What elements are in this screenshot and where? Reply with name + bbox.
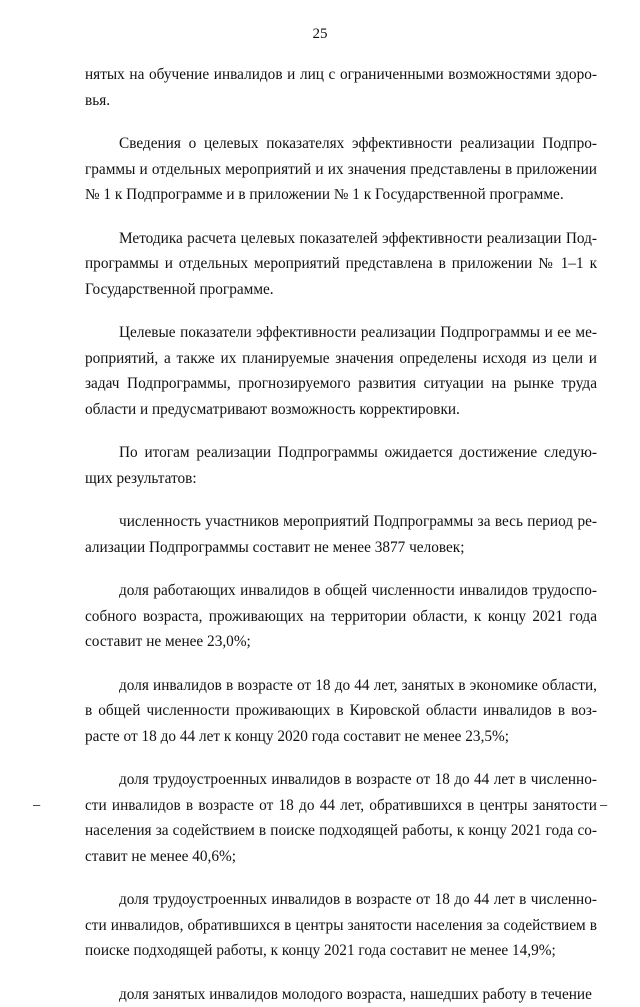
paragraph-2: Сведения о целевых показателях эффективности реализации Подпрограммы и отдельных мероприятий и их значения представлены в приложении № 1 к Подпрограмме и в приложении № 1 к Государственной программе. bbox=[85, 131, 597, 208]
page-number: 25 bbox=[0, 25, 640, 43]
paragraph-10: доля трудоустроенных инвалидов в возрасте от 18 до 44 лет в численности инвалидов, обратившихся в центры занятости населения за содействием в поиске подходящей работы, к концу 2021 года составит не менее 14,9%; bbox=[85, 887, 597, 964]
right-margin-mark: – bbox=[600, 798, 607, 812]
paragraph-8: доля инвалидов в возрасте от 18 до 44 лет, занятых в экономике области, в общей численности проживающих в Кировской области инвалидов в возрасте от 18 до 44 лет к концу 2020 года составит не менее 23,5%; bbox=[85, 673, 597, 750]
paragraph-3: Методика расчета целевых показателей эффективности реализации Подпрограммы и отдельных мероприятий представлена в приложении № 1–1 к Государственной программе. bbox=[85, 226, 597, 303]
paragraph-7: доля работающих инвалидов в общей численности инвалидов трудоспособного возраста, проживающих на территории области, к концу 2021 года составит не менее 23,0%; bbox=[85, 578, 597, 655]
paragraph-4: Целевые показатели эффективности реализации Подпрограммы и ее мероприятий, а также их планируемые значения определены исходя из цели и задач Подпрограммы, прогнозируемого развития ситуации на рынке труда области и предусматривают возможность корректировки. bbox=[85, 320, 597, 422]
paragraph-1: нятых на обучение инвалидов и лиц с ограниченными возможностями здоровья. bbox=[85, 62, 597, 113]
left-margin-mark: – bbox=[33, 798, 40, 812]
paragraph-9: доля трудоустроенных инвалидов в возрасте от 18 до 44 лет в численности инвалидов в возрасте от 18 до 44 лет, обратившихся в центры занятости населения за содействием в поиске подходящей работы, к концу 2021 года составит не менее 40,6%; bbox=[85, 767, 597, 869]
paragraph-5: По итогам реализации Подпрограммы ожидается достижение следующих результатов: bbox=[85, 440, 597, 491]
body-text bbox=[85, 62, 597, 1007]
paragraph-6: численность участников мероприятий Подпрограммы за весь период реализации Подпрограммы составит не менее 3877 человек; bbox=[85, 509, 597, 560]
paragraph-11: доля занятых инвалидов молодого возраста, нашедших работу в течение bbox=[85, 982, 597, 1007]
